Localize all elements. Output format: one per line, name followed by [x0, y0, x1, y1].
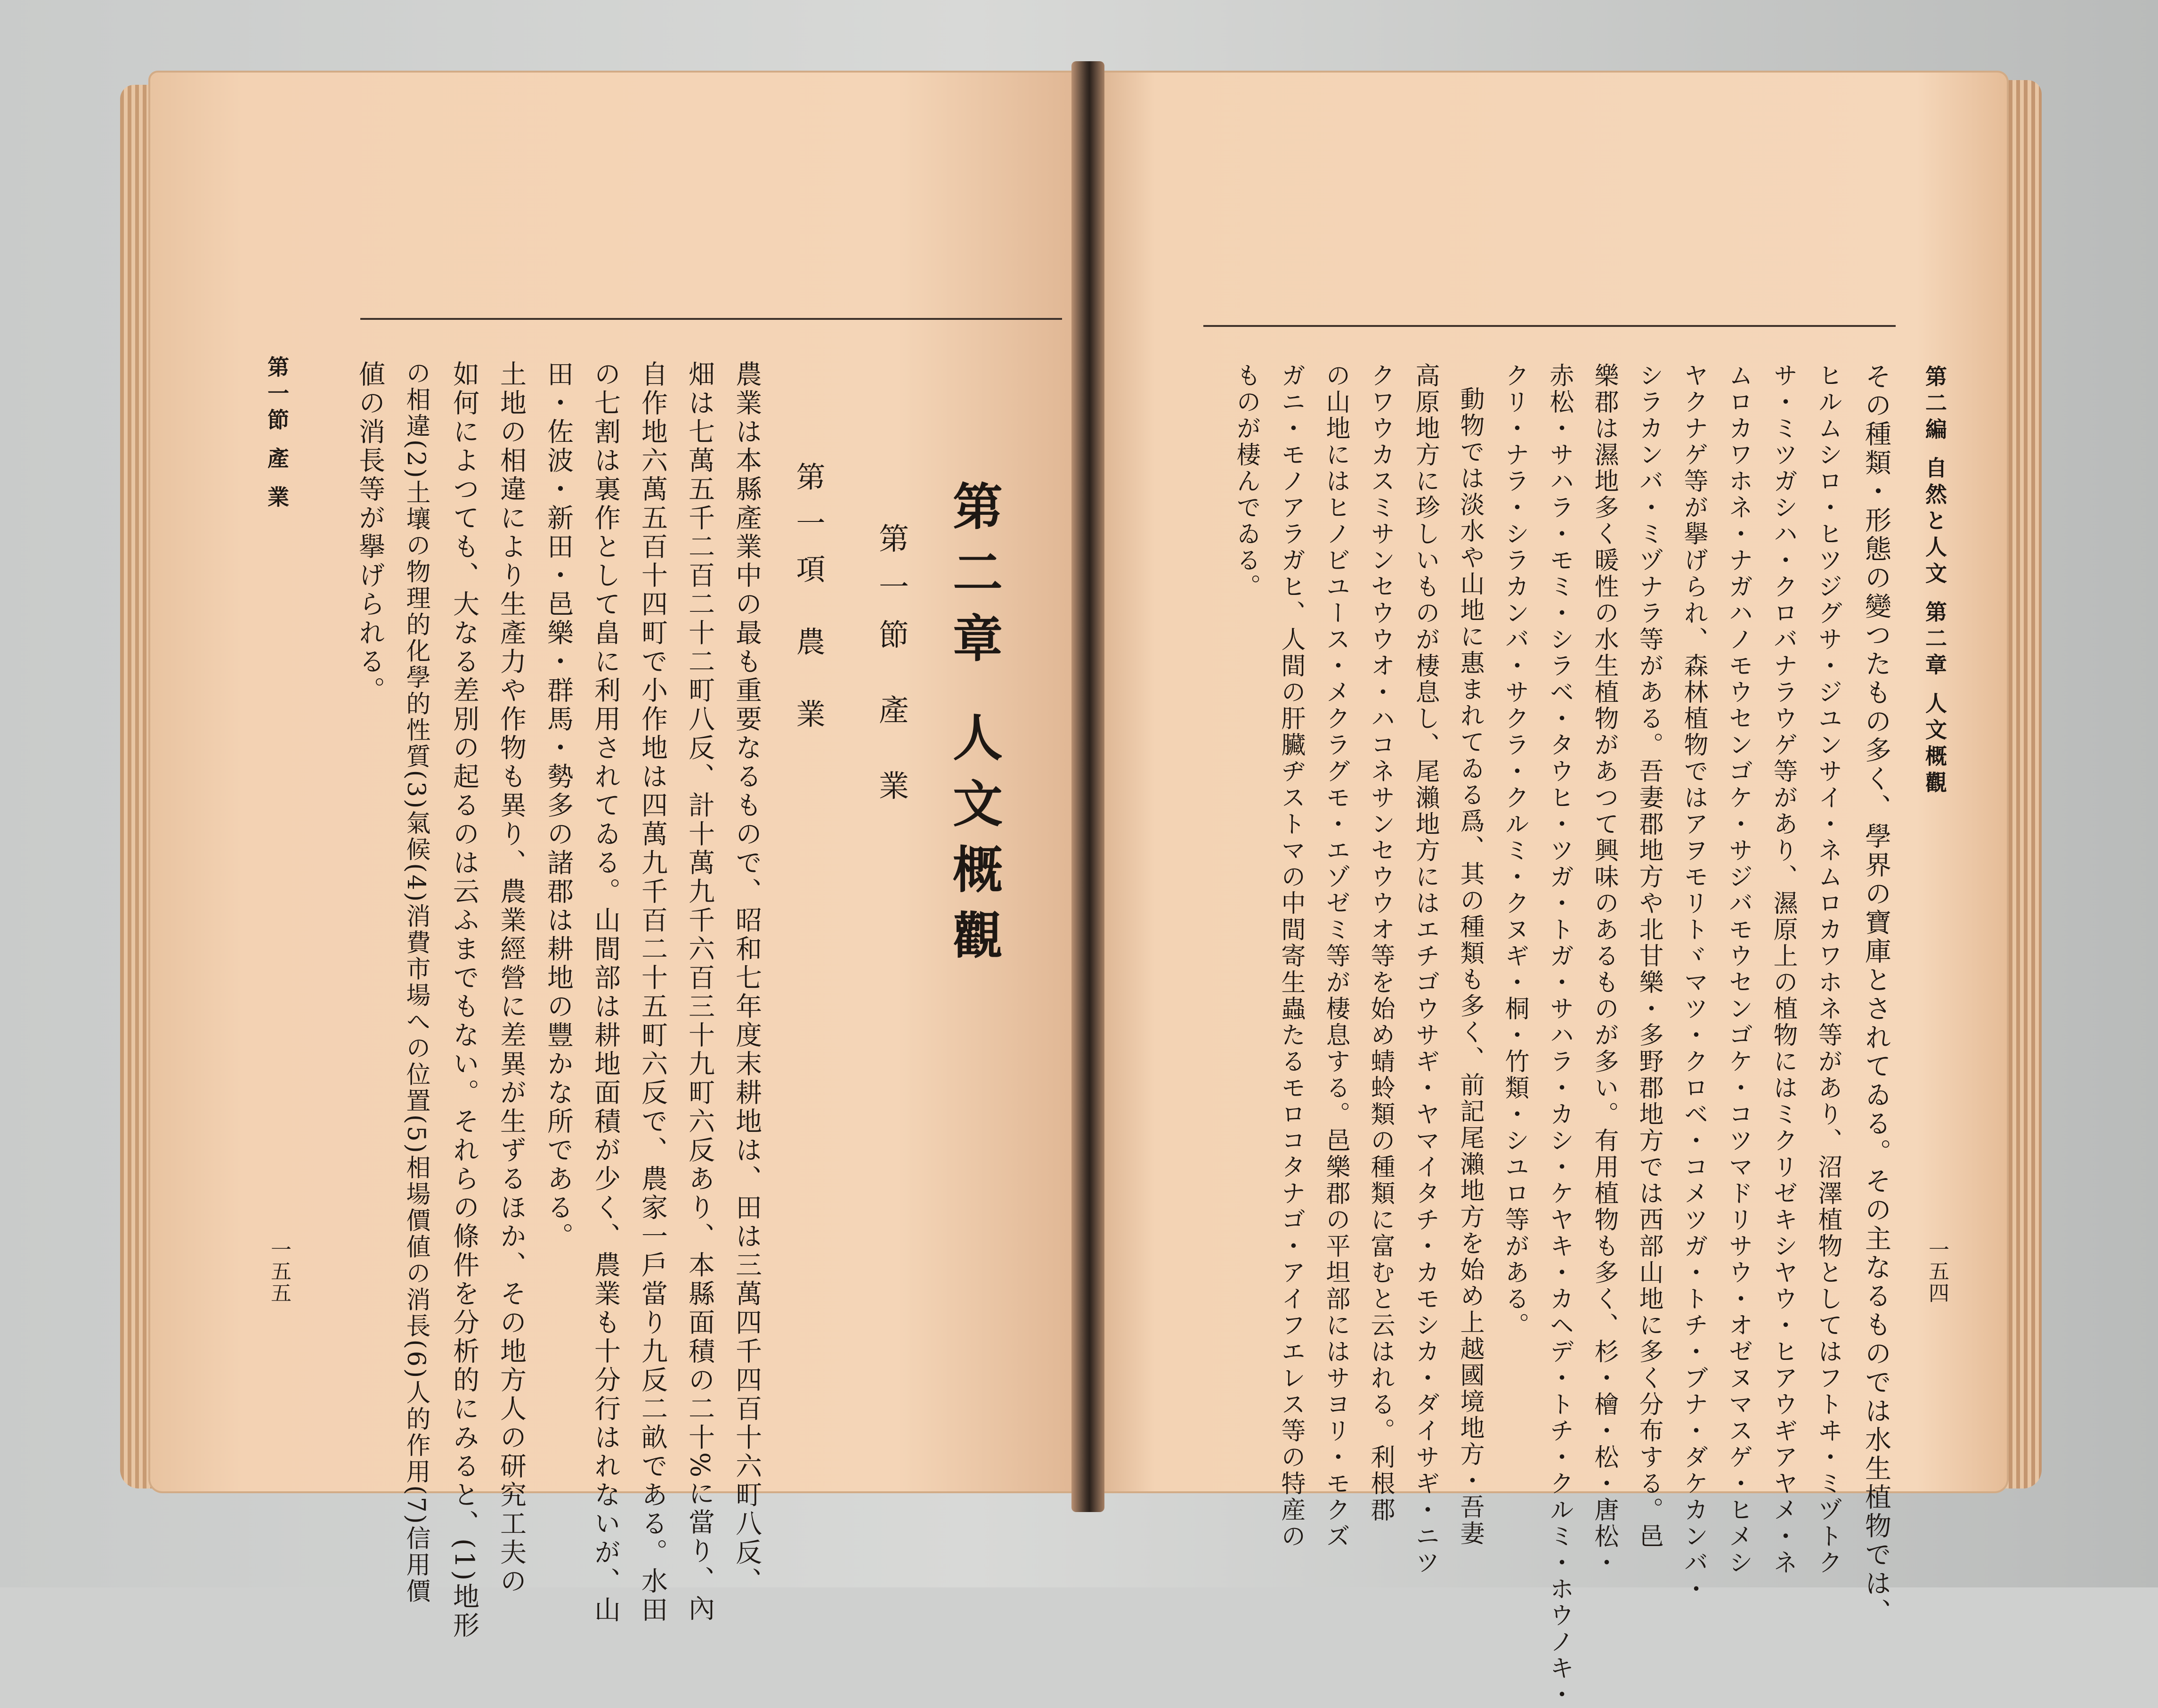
body-line: サ・ミツガシハ・クロバナラウゲ等があり、濕原上の植物にはミクリゼキシヤウ・ヒアウギアヤメ・ネ — [1769, 363, 1797, 1576]
body-line: の七割は裏作として畠に利用されてゐる。山間部は耕地面積が少く、農業も十分行はれないが、山 — [590, 360, 621, 1625]
body-line: 土地の相違により生產力や作物も異り、農業經營に差異が生ずるほか、その地方人の研究工夫の — [496, 360, 527, 1596]
body-line: 自作地六萬五百十四町で小作地は四萬九千百二十五町六反で、農家一戶當り九反二畝である。水田 — [637, 360, 668, 1625]
body-line: ガニ・モノアラガヒ、人間の肝臟ヂストマの中間寄生蟲たるモロコタナゴ・アイフエレス等の特産の — [1277, 363, 1305, 1550]
section-title: 第一節 產 業 — [874, 523, 909, 818]
body-line: ヒルムシロ・ヒツジグサ・ジユンサイ・ネムロカワホネ等があり、沼澤植物としてはフトヰ・ミヅトク — [1814, 363, 1842, 1576]
page-number: 一五四 — [1925, 1239, 1949, 1304]
body-line: の山地にはヒノビユース・メクラグモ・エゾゼミ等が棲息する。邑樂郡の平坦部にはサヨリ・モクズ — [1322, 363, 1350, 1550]
open-book — [111, 52, 2051, 1708]
body-line: その種類・形態の變つたもの多く、學界の寶庫とされてゐる。その主なるものでは水生植物では、 — [1861, 363, 1891, 1627]
body-line: ムロカワホネ・ナガハノモウセンゴケ・サジバモウセンゴケ・コツマドリサウ・オゼヌマスゲ・ヒメシ — [1724, 363, 1752, 1576]
running-head: 第一節 產 業 — [264, 356, 290, 512]
book-gutter — [1071, 61, 1104, 1512]
right-page — [1090, 71, 2009, 1708]
left-page — [148, 71, 1086, 1641]
body-line: 田・佐波・新田・邑樂・群馬・勢多の諸郡は耕地の豐かな所である。 — [543, 360, 574, 1251]
body-line: クワウカスミサンセウウオ・ハコネサンセウウオ等を始め蜻蛉類の種類に富むと云はれる。利根郡 — [1366, 363, 1395, 1523]
body-line: 畑は七萬五千二百二十二町八反、計十萬九千六百三十九町六反あり、本縣面積の二十%に當り、內 — [684, 360, 715, 1624]
body-line: 高原地方に珍しいものが棲息し、尾瀨地方にはエチゴウサギ・ヤマイタチ・カモシカ・ダイサギ・ニツ — [1411, 363, 1439, 1576]
chapter-title: 第二章 人文概觀 — [945, 480, 1004, 976]
running-head: 第二編 自然と人文 第二章 人文概觀 — [1922, 365, 1947, 798]
body-line: 値の消長等が擧げられる。 — [355, 360, 385, 705]
body-line: シラカンバ・ミヅナラ等がある。吾妻郡地方や北甘樂・多野郡地方では西部山地に多く分布する。邑 — [1635, 363, 1663, 1550]
body-line: 動物では淡水や山地に惠まれてゐる爲、其の種類も多く、前記尾瀨地方を始め上越國境地方・吾妻 — [1456, 386, 1484, 1547]
item-title: 第一項 農 業 — [791, 462, 826, 745]
page-number: 一五五 — [267, 1239, 291, 1304]
body-line: クリ・ナラ・シラカンバ・サクラ・クルミ・クヌギ・桐・竹類・シユロ等がある。 — [1501, 363, 1529, 1339]
body-line: 赤松・サハラ・モミ・シラベ・タウヒ・ツガ・トガ・サハラ・カシ・ケヤキ・カヘデ・トチ・クルミ・ホウノキ・ — [1545, 363, 1574, 1708]
body-line: の相違(2)土壤の物理的化學的性質(3)氣候(4)消費市場への位置(5)相場價値の消長(6)人的作用(7)信用價 — [402, 360, 430, 1605]
body-line: ものが棲んでゐる。 — [1232, 363, 1260, 600]
body-line: 樂郡は濕地多く暖性の水生植物があつて興味のあるものが多い。有用植物も多く、杉・檜・松・唐松・ — [1590, 363, 1618, 1576]
body-line: 農業は本縣產業中の最も重要なるもので、昭和七年度末耕地は、田は三萬四千四百十六町八反、 — [731, 360, 762, 1596]
header-rule — [360, 318, 1062, 320]
header-rule — [1203, 325, 1896, 327]
body-line: 如何によつても、大なる差別の起るのは云ふまでもない。それらの條件を分析的にみると、(1)地形 — [449, 360, 479, 1641]
body-line: ヤクナゲ等が擧げられ、森林植物ではアヲモリトヾマツ・クロベ・コメツガ・トチ・ブナ・ダケカンバ・ — [1679, 363, 1708, 1602]
